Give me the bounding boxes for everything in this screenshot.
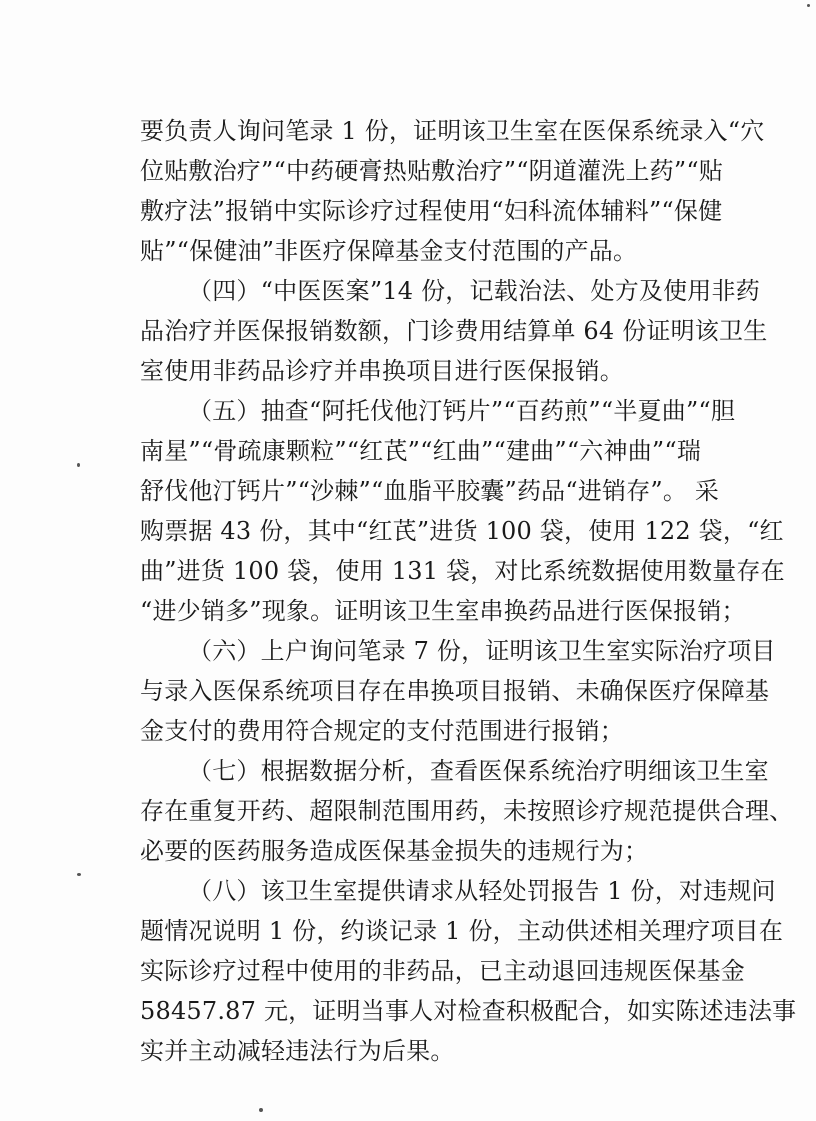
paragraph-5-line-2: 南星”“骨疏康颗粒”“红芪”“红曲”“建曲”“六神曲”“瑞 — [140, 437, 702, 465]
text-line-1: 要负责人询问笔录 1 份，证明该卫生室在医保系统录入“穴 — [140, 117, 765, 145]
paragraph-7-line-3: 必要的医药服务造成医保基金损失的违规行为； — [140, 837, 649, 865]
paragraph-5-line-4: 购票据 43 份，其中“红芪”进货 100 袋，使用 122 袋，“红 — [140, 517, 784, 545]
scan-speck — [259, 1108, 263, 1112]
paragraph-6-line-1: （六）上户询问笔录 7 份，证明该卫生室实际治疗项目 — [188, 637, 776, 665]
scan-speck — [77, 463, 80, 467]
text-line-2: 位贴敷治疗”“中药硬膏热贴敷治疗”“阴道灌洗上药”“贴 — [140, 157, 724, 185]
paragraph-8-line-1: （八）该卫生室提供请求从轻处罚报告 1 份，对违规问 — [188, 877, 776, 905]
paragraph-8-line-2: 题情况说明 1 份，约谈记录 1 份，主动供述相关理疗项目在 — [140, 917, 784, 945]
paragraph-7-line-2: 存在重复开药、超限制范围用药，未按照诊疗规范提供合理、 — [140, 797, 794, 825]
text-line-4: 贴”“保健油”非医疗保障基金支付范围的产品。 — [140, 237, 638, 265]
paragraph-4-line-1: （四）“中医医案”14 份，记载治法、处方及使用非药 — [188, 277, 760, 305]
scan-speck — [77, 873, 81, 876]
paragraph-7-line-1: （七）根据数据分析，查看医保系统治疗明细该卫生室 — [188, 757, 769, 785]
scan-speck — [807, 4, 810, 7]
paragraph-5-line-3: 舒伐他汀钙片”“沙棘”“血脂平胶囊”药品“进销存”。 采 — [140, 477, 720, 505]
paragraph-8-line-4: 58457.87 元，证明当事人对检查积极配合，如实陈述违法事 — [140, 997, 797, 1025]
text-line-3: 敷疗法”报销中实际诊疗过程使用“妇科流体辅料”“保健 — [140, 197, 723, 225]
paragraph-6-line-2: 与录入医保系统项目存在串换项目报销、未确保医疗保障基 — [140, 677, 770, 705]
paragraph-5-line-6: “进少销多”现象。证明该卫生室串换药品进行医保报销； — [140, 597, 746, 625]
paragraph-8-line-3: 实际诊疗过程中使用的非药品，已主动退回违规医保基金 — [140, 957, 745, 985]
paragraph-5-line-1: （五）抽查“阿托伐他汀钙片”“百药煎”“半夏曲”“胆 — [188, 397, 736, 425]
paragraph-4-line-2: 品治疗并医保报销数额，门诊费用结算单 64 份证明该卫生 — [140, 317, 768, 345]
paragraph-4-line-3: 室使用非药品诊疗并串换项目进行医保报销。 — [140, 357, 624, 385]
paragraph-5-line-5: 曲”进货 100 袋，使用 131 袋，对比系统数据使用数量存在 — [140, 557, 785, 585]
paragraph-6-line-3: 金支付的费用符合规定的支付范围进行报销； — [140, 717, 624, 745]
paragraph-8-line-5: 实并主动减轻违法行为后果。 — [140, 1037, 455, 1065]
